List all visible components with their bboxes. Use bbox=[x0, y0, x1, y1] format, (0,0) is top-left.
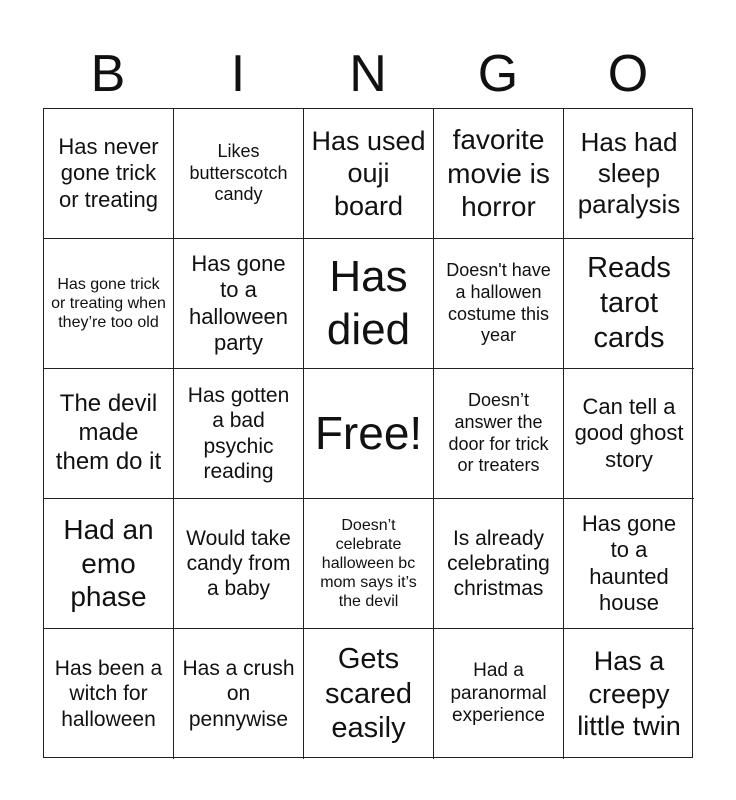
cell-text: Gets scared easily bbox=[324, 642, 413, 745]
cell-text: The devil made them do it bbox=[55, 390, 162, 475]
header-letter-o: O bbox=[607, 45, 649, 103]
bingo-cell[interactable] bbox=[304, 109, 434, 239]
cell-text: Has gotten a bad psychic reading bbox=[187, 384, 290, 483]
cell-text: Can tell a good ghost story bbox=[574, 393, 684, 472]
bingo-cell[interactable] bbox=[304, 499, 434, 629]
cell-text: Has used ouji board bbox=[311, 125, 426, 221]
cell-text: Reads tarot cards bbox=[587, 252, 671, 354]
header-letter-n: N bbox=[349, 45, 387, 103]
bingo-cell[interactable] bbox=[44, 499, 174, 629]
bingo-cell[interactable] bbox=[564, 109, 694, 239]
cell-text: Has a crush on pennywise bbox=[182, 657, 295, 731]
cell-text: Free! bbox=[314, 406, 423, 459]
cell-text: Has gone trick or treating when they’re too old bbox=[51, 275, 166, 332]
bingo-cell[interactable] bbox=[564, 499, 694, 629]
bingo-grid bbox=[43, 108, 693, 758]
cell-text: Likes butterscotch candy bbox=[189, 141, 288, 205]
cell-text: Has never gone trick or treating bbox=[58, 133, 159, 212]
cell-text: Has gone to a haunted house bbox=[581, 510, 677, 615]
cell-text: Has a creepy little twin bbox=[577, 646, 681, 742]
bingo-cell[interactable] bbox=[44, 369, 174, 499]
bingo-cell[interactable] bbox=[434, 369, 564, 499]
bingo-cell[interactable] bbox=[174, 109, 304, 239]
header-letter-b: B bbox=[90, 45, 126, 103]
cell-text: Has died bbox=[326, 251, 411, 354]
bingo-cell[interactable] bbox=[304, 629, 434, 759]
bingo-header bbox=[43, 40, 693, 108]
cell-text: Has had sleep paralysis bbox=[577, 126, 681, 220]
cell-text: Would take candy from a baby bbox=[186, 526, 291, 601]
bingo-cell[interactable] bbox=[44, 109, 174, 239]
cell-text: Is already celebrating christmas bbox=[447, 526, 550, 601]
cell-text: Had a paranormal experience bbox=[450, 659, 547, 727]
cell-text: Doesn’t celebrate halloween bc mom says it’s the devil bbox=[320, 516, 417, 611]
bingo-cell[interactable] bbox=[304, 239, 434, 369]
bingo-cell[interactable] bbox=[434, 629, 564, 759]
cell-text: Doesn’t answer the door for trick or treaters bbox=[448, 390, 549, 476]
bingo-cell[interactable] bbox=[434, 109, 564, 239]
bingo-cell[interactable] bbox=[564, 629, 694, 759]
bingo-cell[interactable] bbox=[44, 629, 174, 759]
header-letter-i: I bbox=[230, 45, 246, 103]
bingo-cell[interactable] bbox=[434, 499, 564, 629]
cell-text: favorite movie is horror bbox=[447, 124, 550, 223]
cell-text: Has been a witch for halloween bbox=[54, 657, 163, 731]
cell-text: Has gone to a halloween party bbox=[188, 250, 289, 355]
bingo-cell[interactable] bbox=[564, 369, 694, 499]
bingo-cell[interactable] bbox=[564, 239, 694, 369]
bingo-cell[interactable] bbox=[434, 239, 564, 369]
header-letter-g: G bbox=[477, 45, 519, 103]
bingo-cell[interactable] bbox=[44, 239, 174, 369]
bingo-cell[interactable] bbox=[174, 239, 304, 369]
cell-text: Had an emo phase bbox=[63, 514, 154, 613]
bingo-cell[interactable] bbox=[174, 629, 304, 759]
bingo-cell[interactable] bbox=[174, 369, 304, 499]
cell-text: Doesn't have a hallowen costume this year bbox=[446, 260, 551, 346]
bingo-cell[interactable] bbox=[174, 499, 304, 629]
free-space[interactable] bbox=[304, 369, 434, 499]
